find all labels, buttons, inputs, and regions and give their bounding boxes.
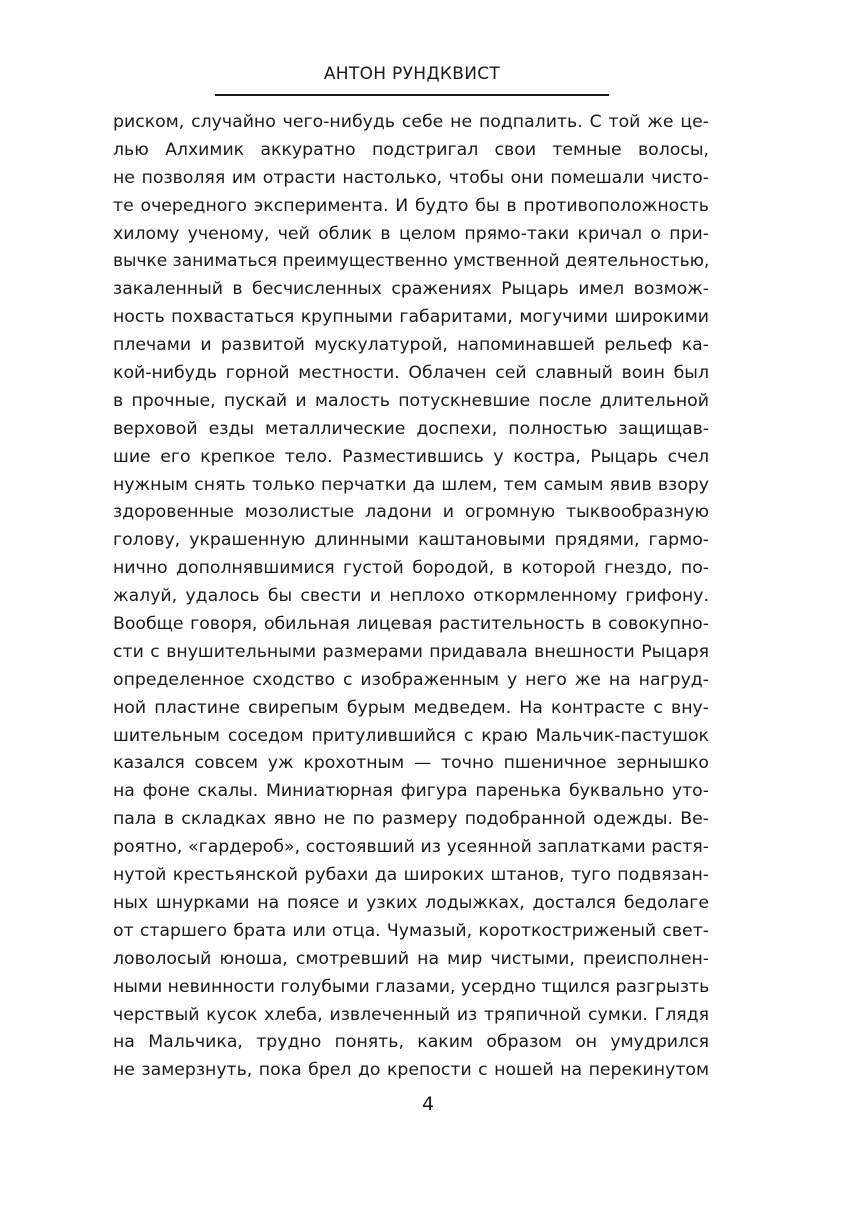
text-line: шительным соседом притулившийся с краю Мальчик-пастушок (113, 725, 709, 746)
text-line: риском, случайно чего-нибудь себе не подпалить. С той же це- (113, 112, 709, 132)
text-line: роятно, «гардероб», состоявший из усеянной заплатками растя- (113, 837, 709, 858)
text-line: здоровенные мозолистые ладони и огромную тыквообразную (113, 502, 709, 523)
text-line: хилому ученому, чей облик в целом прямо-таки кричал о при- (113, 223, 709, 244)
text-line: те очередного эксперимента. И будто бы в противоположность (113, 195, 709, 216)
text-line: нужным снять только перчатки да шлем, тем самым явив взору (113, 474, 709, 495)
text-line: не позволяя им отрасти настолько, чтобы они помешали чисто- (113, 167, 709, 188)
text-line: казался совсем уж крохотным — точно пшеничное зернышко (113, 753, 709, 774)
text-line: пала в складках явно не по размеру подобранной одежды. Ве- (113, 809, 709, 830)
text-line: шие его крепкое тело. Разместившись у костра, Рыцарь счел (113, 446, 709, 467)
text-line: сти с внушительными размерами придавала внешности Рыцаря (113, 641, 709, 662)
page-number: 4 (421, 1093, 435, 1115)
text-line: не замерзнуть, пока брел до крепости с ношей на перекинутом (113, 1060, 709, 1081)
text-line: нично дополнявшимися густой бородой, в которой гнездо, по- (113, 558, 709, 579)
text-line: голову, украшенную длинными каштановыми прядями, гармо- (113, 530, 709, 551)
text-line: на фоне скалы. Миниатюрная фигура паренька буквально уто- (113, 781, 709, 802)
text-line: жалуй, удалось бы свести и неплохо откормленному грифону. (113, 586, 709, 607)
text-line: ловолосый юноша, смотревший на мир чистыми, преисполнен- (113, 948, 709, 969)
text-line: ной пластине свирепым бурым медведем. На контрасте с вну- (113, 697, 709, 718)
text-line: ных шнурками на поясе и узких лодыжках, достался бедолаге (113, 892, 709, 913)
text-line: закаленный в бесчисленных сражениях Рыцарь имел возмож- (113, 279, 709, 300)
text-line: в прочные, пускай и малость потускневшие после длительной (113, 390, 709, 411)
text-line: ность похвастаться крупными габаритами, могучими широкими (113, 307, 709, 328)
body-text (113, 109, 709, 1085)
text-line: кой-нибудь горной местности. Облачен сей славный воин был (113, 363, 709, 384)
text-line: вычке заниматься преимущественно умственной деятельностью, (113, 251, 709, 272)
text-line: от старшего брата или отца. Чумазый, короткостриженый свет- (113, 920, 709, 941)
header-rule (215, 94, 609, 96)
text-line: Вообще говоря, обильная лицевая растительность в совокупно- (113, 614, 709, 635)
text-line: на Мальчика, трудно понять, каким образом он умудрился (113, 1032, 709, 1053)
text-line: определенное сходство с изображенным у него же на нагруд- (113, 669, 709, 690)
text-line: плечами и развитой мускулатурой, напоминавшей рельеф ка- (113, 335, 709, 356)
text-line: верховой езды металлические доспехи, полностью защищав- (113, 418, 709, 439)
text-line: ными невинности голубыми глазами, усердно тщился разгрызть (113, 976, 709, 997)
text-line: лью Алхимик аккуратно подстригал свои темные волосы, (113, 139, 709, 160)
text-line: нутой крестьянской рубахи да широких штанов, туго подвязан- (113, 865, 709, 886)
text-line: черствый кусок хлеба, извлеченный из тряпичной сумки. Глядя (113, 1004, 709, 1025)
running-header-author: АНТОН РУНДКВИСТ (323, 64, 501, 84)
